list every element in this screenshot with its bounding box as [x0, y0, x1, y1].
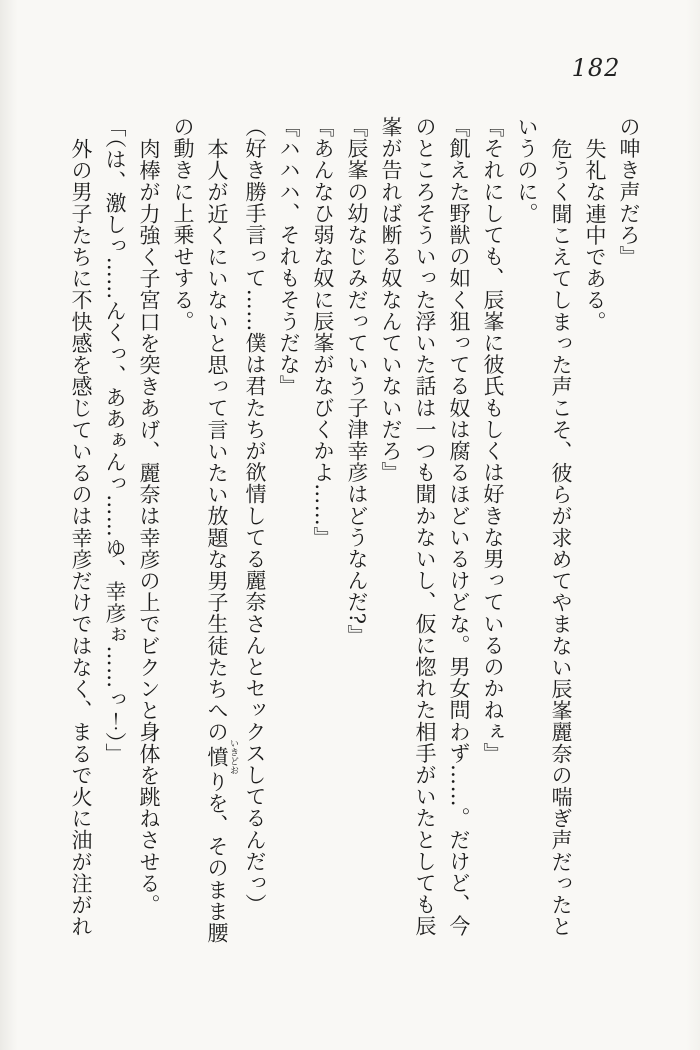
text-line: 失礼な連中である。: [583, 138, 607, 333]
text-line: 危うく聞こえてしまった声こそ、彼らが求めてやまない辰峯麗奈の喘ぎ声だったと: [549, 138, 573, 938]
ruby-furigana: いきどお: [228, 738, 238, 775]
ruby-before-text: 本人が近くにいないと思って言いたい放題な男子生徒たちへの: [205, 138, 229, 743]
text-line: （好き勝手言って……僕は君たちが欲情してる麗奈さんとセックスしてるんだっ）: [243, 116, 267, 916]
text-line: 「（は、激しっ……んくっ、ああぁんっ……ゆ、幸彦ぉ……っ！）」: [103, 116, 127, 765]
text-line: 『ハハハ、それもそうだな』: [277, 116, 301, 397]
text-line: 『あんなひ弱な奴に辰峯がなびくかよ……』: [311, 116, 335, 548]
text-line: のところそういった浮いた話は一つも聞かないし、仮に惚れた相手がいたとしても辰: [413, 116, 437, 937]
ruby-annotation: [205, 738, 238, 775]
ruby-after-text: りを、そのまま腰: [205, 770, 229, 944]
text-line: 外の男子たちに不快感を感じているのは幸彦だけではなく、まるで火に油が注がれ: [69, 138, 93, 938]
text-line: の呻き声だろ』: [617, 116, 641, 268]
text-line: 『飢えた野獣の如く狙ってる奴は腐るほどいるけどな。男女問わず……。だけど、今: [447, 116, 471, 937]
text-line: の動きに上乗せする。: [171, 116, 195, 332]
page-number: 182: [571, 54, 621, 82]
text-line: 峯が告れば断る奴なんていないだろ』: [379, 116, 403, 484]
text-line: 肉棒が力強く子宮口を突きあげ、麗奈は幸彦の上でビクンと身体を跳ねさせる。: [137, 138, 161, 916]
body-text: [64, 116, 646, 958]
ruby-base: 憤: [205, 738, 229, 775]
text-line: 『それにしても、辰峯に彼氏もしくは好きな男っているのかねぇ』: [481, 116, 505, 764]
text-line: いうのに。: [515, 116, 539, 224]
text-line: 『辰峯の幼なじみだっていう子津幸彦はどうなんだ?』: [345, 116, 369, 647]
text-line-with-ruby: [200, 116, 238, 958]
